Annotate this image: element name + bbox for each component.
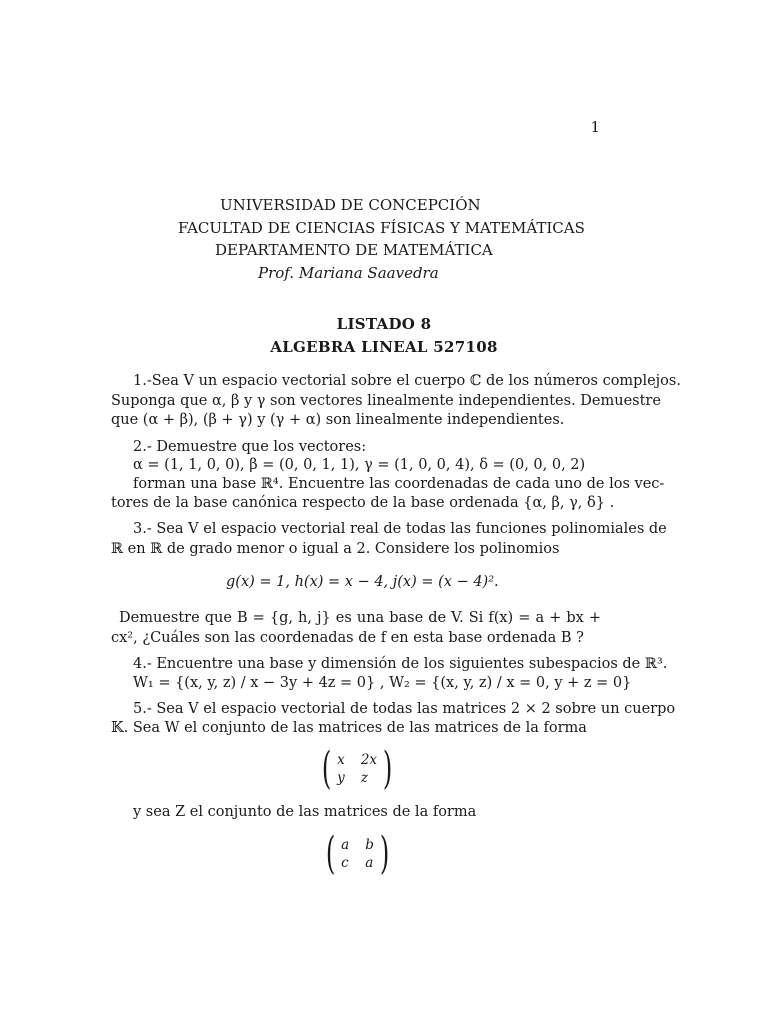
problem-3-line-1: 3.- Sea V el espacio vectorial real de todas las funciones polinomiales de — [133, 521, 667, 537]
left-paren: ( — [321, 743, 332, 794]
problem-5-line-1: 5.- Sea V el espacio vectorial de todas las matrices 2 × 2 sobre un cuerpo — [133, 701, 676, 717]
page-number: 1 — [590, 118, 600, 136]
header-professor: Prof. Mariana Saavedra — [258, 264, 439, 282]
matrix-w-cells — [335, 752, 379, 786]
matrix-cell: c — [341, 855, 349, 871]
problem-5-line-2: 𝕂. Sea W el conjunto de las matrices de las matrices de la forma — [111, 720, 587, 736]
problem-2-line-3: forman una base ℝ⁴. Encuentre las coordenadas de cada uno de los vec- — [133, 476, 665, 492]
matrix-cell: 2x — [360, 752, 378, 768]
problem-1-line-1: 1.-Sea V un espacio vectorial sobre el cuerpo ℂ de los números complejos. — [133, 373, 681, 389]
matrix-cell: y — [337, 770, 345, 786]
problem-2-line-1: 2.- Demuestre que los vectores: — [133, 439, 367, 455]
problem-4-line-2: W₁ = {(x, y, z) / x − 3y + 4z = 0} , W₂ = {(x, y, z) / x = 0, y + z = 0} — [133, 675, 632, 691]
right-paren: ) — [382, 743, 393, 794]
problem-1-line-3: que (α + β), (β + γ) y (γ + α) son linealmente independientes. — [111, 412, 565, 428]
problem-2-line-4: tores de la base canónica respecto de la base ordenada {α, β, γ, δ} . — [111, 495, 615, 511]
problem-2-line-2: α = (1, 1, 0, 0), β = (0, 0, 1, 1), γ = (1, 0, 0, 4), δ = (0, 0, 0, 2) — [133, 457, 586, 473]
course-title: ALGEBRA LINEAL 527108 — [270, 338, 498, 356]
matrix-cell: b — [365, 837, 374, 853]
problem-1-line-2: Suponga que α, β y γ son vectores linealmente independientes. Demuestre — [111, 393, 661, 409]
header-faculty: FACULTAD DE CIENCIAS FÍSICAS Y MATEMÁTICAS — [178, 219, 585, 237]
problem-3-line-3: Demuestre que B = {g, h, j} es una base de V. Si f(x) = a + bx + — [119, 610, 601, 626]
problem-3-line-4: cx², ¿Cuáles son las coordenadas de f en esta base ordenada B ? — [111, 630, 584, 646]
right-paren: ) — [379, 828, 390, 879]
matrix-cell: a — [341, 837, 350, 853]
header-department: DEPARTAMENTO DE MATEMÁTICA — [215, 241, 493, 259]
problem-4-line-1: 4.- Encuentre una base y dimensión de los siguientes subespacios de ℝ³. — [133, 656, 668, 672]
matrix-cell: x — [337, 752, 345, 768]
problem-3-equation: g(x) = 1, h(x) = x − 4, j(x) = (x − 4)². — [226, 574, 499, 590]
problem-5-line-3: y sea Z el conjunto de las matrices de la forma — [133, 804, 477, 820]
matrix-cell: a — [365, 855, 374, 871]
matrix-w — [318, 743, 396, 794]
left-paren: ( — [325, 828, 336, 879]
problem-3-line-2: ℝ en ℝ de grado menor o igual a 2. Considere los polinomios — [111, 541, 560, 557]
header-university: UNIVERSIDAD DE CONCEPCIÓN — [220, 196, 481, 214]
matrix-z-cells — [339, 837, 376, 871]
list-title: LISTADO 8 — [336, 315, 432, 333]
matrix-z — [322, 828, 393, 879]
matrix-cell: z — [360, 770, 368, 786]
